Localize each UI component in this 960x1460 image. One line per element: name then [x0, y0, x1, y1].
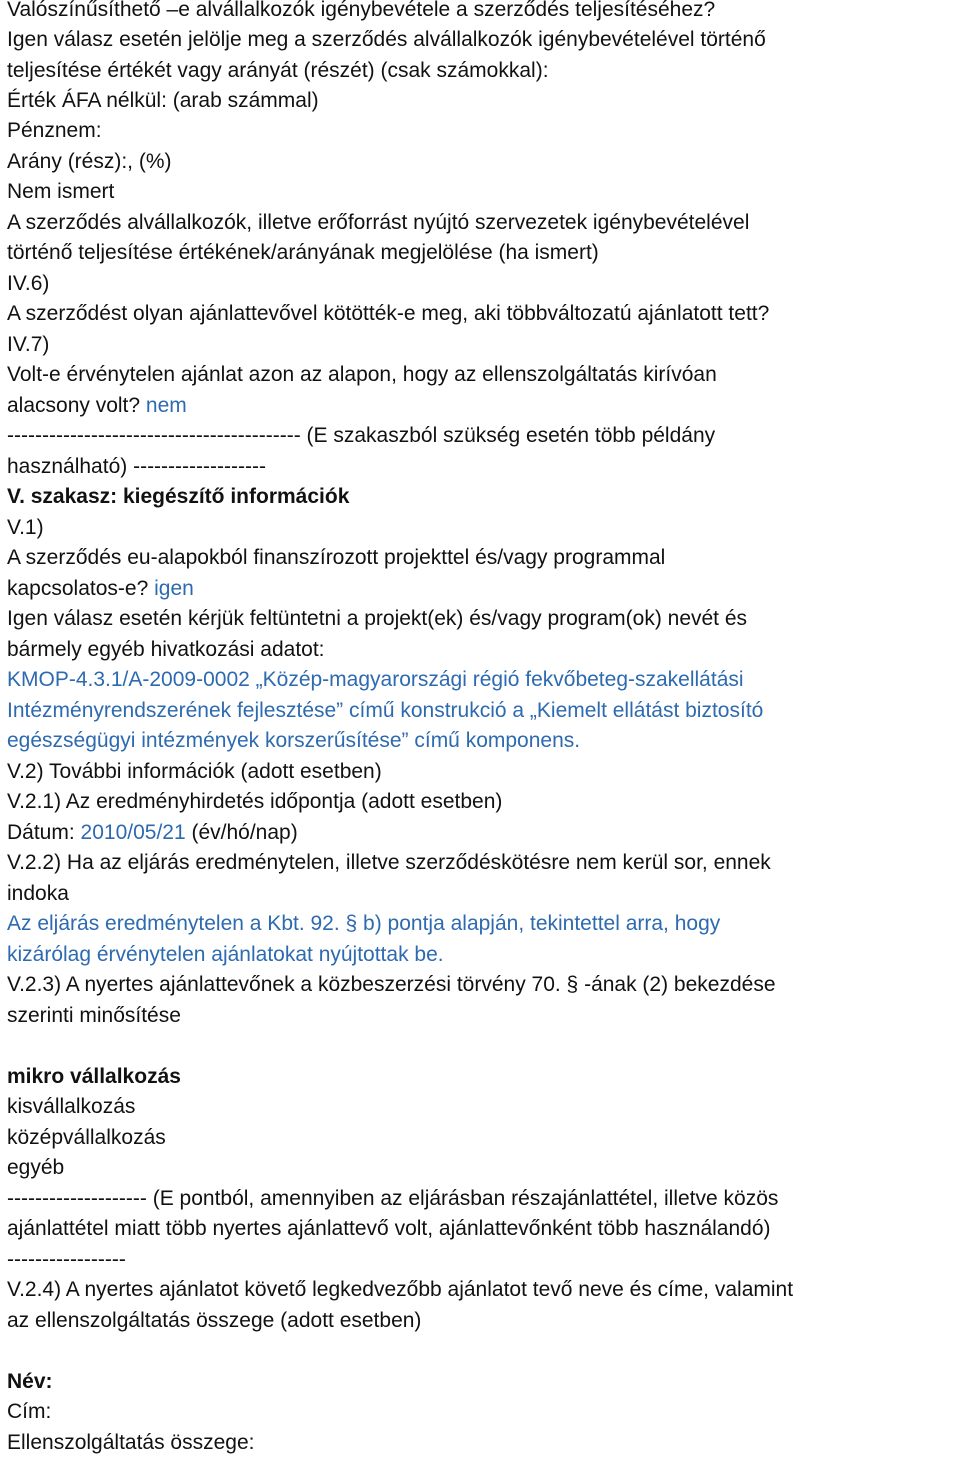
- address-label: Cím:: [7, 1400, 52, 1423]
- text-line: teljesítése értékét vagy arányát (részét) (csak számokkal):: [7, 59, 549, 82]
- answer-text: Az eljárás eredménytelen a Kbt. 92. § b) pontja alapján, tekintettel arra, hogy: [7, 912, 721, 935]
- text-line: az ellenszolgáltatás összege (adott esetben): [7, 1309, 422, 1332]
- option-text: kisvállalkozás: [7, 1095, 136, 1118]
- text-line: [7, 820, 298, 846]
- answer-text: kizárólag érvénytelen ajánlatokat nyújtottak be.: [7, 943, 444, 966]
- question-text: kapcsolatos-e?: [7, 577, 149, 600]
- section-number: IV.7): [7, 333, 50, 356]
- text-line: V.2.4) A nyertes ajánlatot követő legkedvezőbb ajánlatot tevő neve és címe, valamint: [7, 1278, 794, 1301]
- section-number: V.1): [7, 516, 44, 539]
- text-line: A szerződést olyan ajánlattevővel kötötték-e meg, aki többváltozatú ajánlatott tett?: [7, 302, 770, 325]
- date-label: Dátum:: [7, 821, 75, 844]
- text-line: Pénznem:: [7, 119, 102, 142]
- answer-value: igen: [154, 577, 194, 600]
- text-line: Igen válasz esetén jelölje meg a szerződés alvállalkozók igénybevételével történő: [7, 28, 766, 51]
- text-line: V.2) További információk (adott esetben): [7, 760, 382, 783]
- separator-line: -------------------- (E pontból, amennyiben az eljárásban részajánlattétel, illetve közös: [7, 1187, 779, 1210]
- text-line: V.2.3) A nyertes ajánlattevőnek a közbeszerzési törvény 70. § -ának (2) bekezdése: [7, 973, 776, 996]
- separator-line: ------------------------------------------ (E szakaszból szükség esetén több példány: [7, 424, 716, 447]
- text-line: indoka: [7, 882, 69, 905]
- answer-value: nem: [145, 394, 187, 417]
- text-line: szerinti minősítése: [7, 1004, 181, 1027]
- text-line: [7, 393, 187, 419]
- amount-label: Ellenszolgáltatás összege:: [7, 1431, 255, 1454]
- option-text: egyéb: [7, 1156, 65, 1179]
- text-line: Nem ismert: [7, 180, 115, 203]
- name-label: Név:: [7, 1370, 53, 1393]
- question-text: alacsony volt?: [7, 394, 141, 417]
- answer-text: Intézményrendszerének fejlesztése” című konstrukció a „Kiemelt ellátást biztosító: [7, 699, 764, 722]
- date-value: 2010/05/21: [80, 821, 186, 844]
- date-format: (év/hó/nap): [191, 821, 298, 844]
- section-number: IV.6): [7, 272, 50, 295]
- selected-option: mikro vállalkozás: [7, 1065, 181, 1088]
- option-text: középvállalkozás: [7, 1126, 166, 1149]
- answer-text: egészségügyi intézmények korszerűsítése” című komponens.: [7, 729, 581, 752]
- text-line: Valószínűsíthető –e alvállalkozók igénybevétele a szerződés teljesítéséhez?: [7, 0, 716, 21]
- text-line: V.2.1) Az eredményhirdetés időpontja (adott esetben): [7, 790, 503, 813]
- separator-line: használható) -------------------: [7, 455, 266, 478]
- separator-line: -----------------: [7, 1248, 126, 1271]
- text-line: történő teljesítése értékének/arányának megjelölése (ha ismert): [7, 241, 599, 264]
- answer-text: KMOP-4.3.1/A-2009-0002 „Közép-magyarországi régió fekvőbeteg-szakellátási: [7, 668, 744, 691]
- text-line: A szerződés eu-alapokból finanszírozott projekttel és/vagy programmal: [7, 546, 666, 569]
- text-line: Érték ÁFA nélkül: (arab számmal): [7, 89, 319, 112]
- text-line: bármely egyéb hivatkozási adatot:: [7, 638, 325, 661]
- text-line: ajánlattétel miatt több nyertes ajánlattevő volt, ajánlattevőnként több használandó): [7, 1217, 771, 1240]
- text-line: A szerződés alvállalkozók, illetve erőforrást nyújtó szervezetek igénybevételével: [7, 211, 750, 234]
- text-line: V.2.2) Ha az eljárás eredménytelen, illetve szerződéskötésre nem kerül sor, ennek: [7, 851, 771, 874]
- text-line: [7, 576, 194, 602]
- text-line: Igen válasz esetén kérjük feltüntetni a projekt(ek) és/vagy program(ok) nevét és: [7, 607, 748, 630]
- section-heading: V. szakasz: kiegészítő információk: [7, 485, 350, 508]
- text-line: Arány (rész):, (%): [7, 150, 172, 173]
- text-line: Volt-e érvénytelen ajánlat azon az alapon, hogy az ellenszolgáltatás kirívóan: [7, 363, 717, 386]
